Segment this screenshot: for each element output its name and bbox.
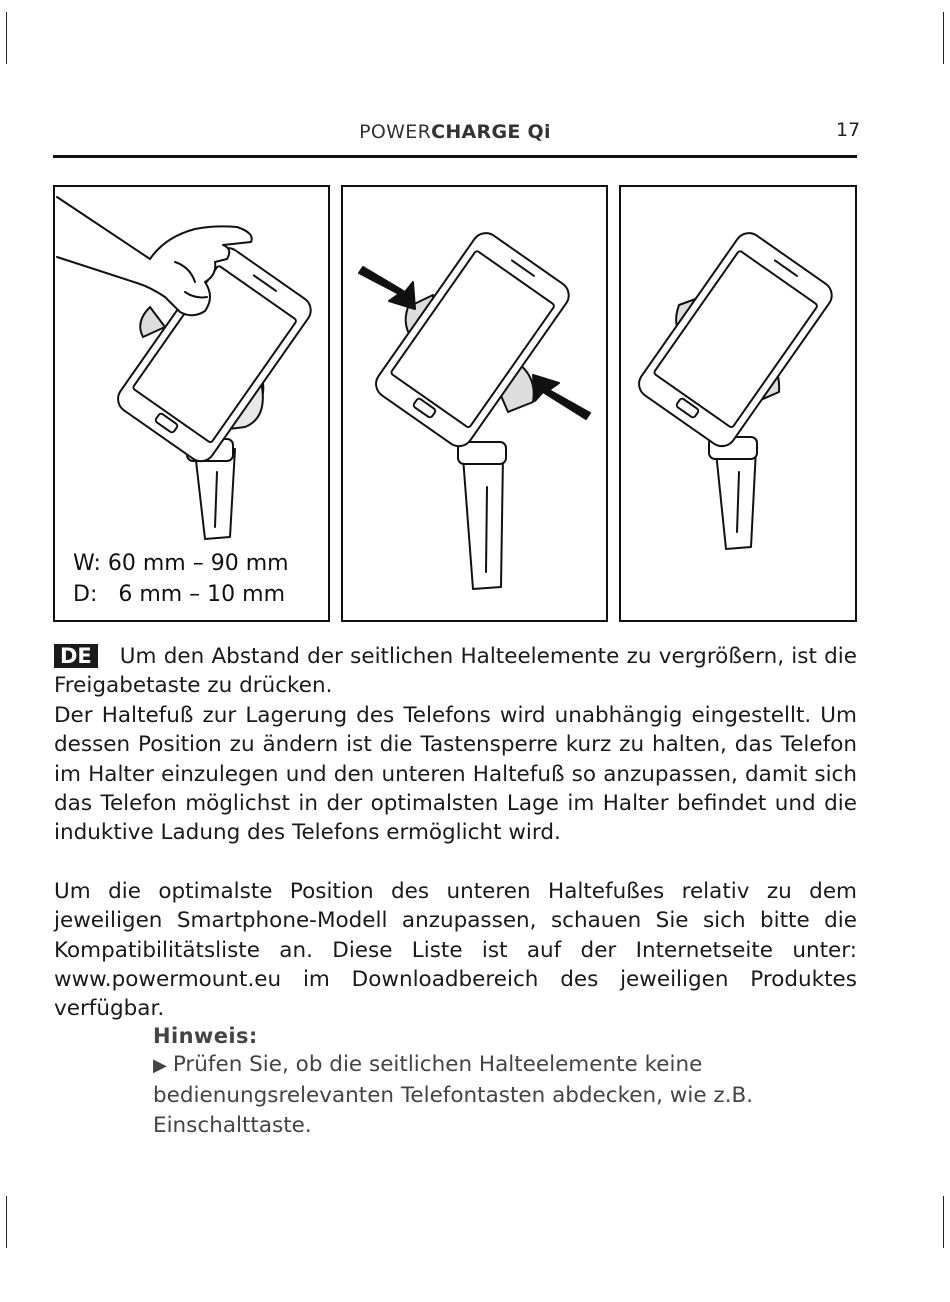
paragraph-2: Der Haltefuß zur Lagerung des Telefons wird unabhängig eingestellt. Um dessen Position zu ändern ist die Tastensperre kurz zu halten, das Telefon im Halter einzulegen und den unteren Haltefuß so anzupassen, damit sich das Telefon möglichst in der optimalsten Lage im Halter befindet und die induktive Ladung des Telefons ermöglicht wird. (54, 702, 857, 846)
crop-mark (6, 12, 7, 64)
phone-holder-illustration (621, 187, 855, 620)
instruction-text (54, 642, 857, 1024)
crop-mark (6, 1196, 7, 1248)
page-number: 17 (836, 119, 861, 141)
header-title-light: POWER (359, 121, 432, 143)
figure-panel-1 (53, 185, 330, 622)
header-rule (53, 155, 857, 158)
phone-icon (371, 228, 575, 452)
language-badge: DE (54, 644, 98, 668)
paragraph-3: Um die optimalste Position des unteren Haltefußes relativ zu dem jeweiligen Smartphone-Modell anzupassen, schauen Sie sich bitte die Kompatibilitätsliste an. Diese Liste ist auf der Internetseite unter: www.powermount.eu im Downloadbereich des jeweiligen Produktes verfügbar. (54, 878, 857, 1022)
note-box (153, 1022, 863, 1141)
note-item (153, 1050, 863, 1141)
triangle-bullet-icon: ▶ (153, 1055, 167, 1076)
phone-holder-illustration (343, 187, 606, 620)
paragraph-1 (54, 642, 857, 701)
figure-panel-2 (341, 185, 608, 622)
note-title: Hinweis: (153, 1024, 258, 1048)
paragraph-1-text: Um den Abstand der seitlichen Halteelemente zu vergrößern, ist die Freigabetaste zu drücken. (54, 644, 857, 699)
spec-depth: D: 6 mm – 10 mm (73, 582, 286, 607)
header-title-bold: CHARGE Qi (431, 121, 551, 143)
spec-width: W: 60 mm – 90 mm (73, 551, 289, 576)
phone-icon (634, 228, 838, 452)
arrow-icon (359, 267, 415, 309)
crop-mark (943, 1196, 944, 1248)
crop-mark (943, 12, 944, 64)
note-text: Prüfen Sie, ob die seitlichen Halteelemente keine bedienungsrelevanten Telefontasten abdecken, wie z.B. Einschalttaste. (153, 1052, 754, 1138)
figure-panel-3 (619, 185, 857, 622)
running-header (0, 121, 910, 143)
arrow-icon (533, 375, 590, 419)
